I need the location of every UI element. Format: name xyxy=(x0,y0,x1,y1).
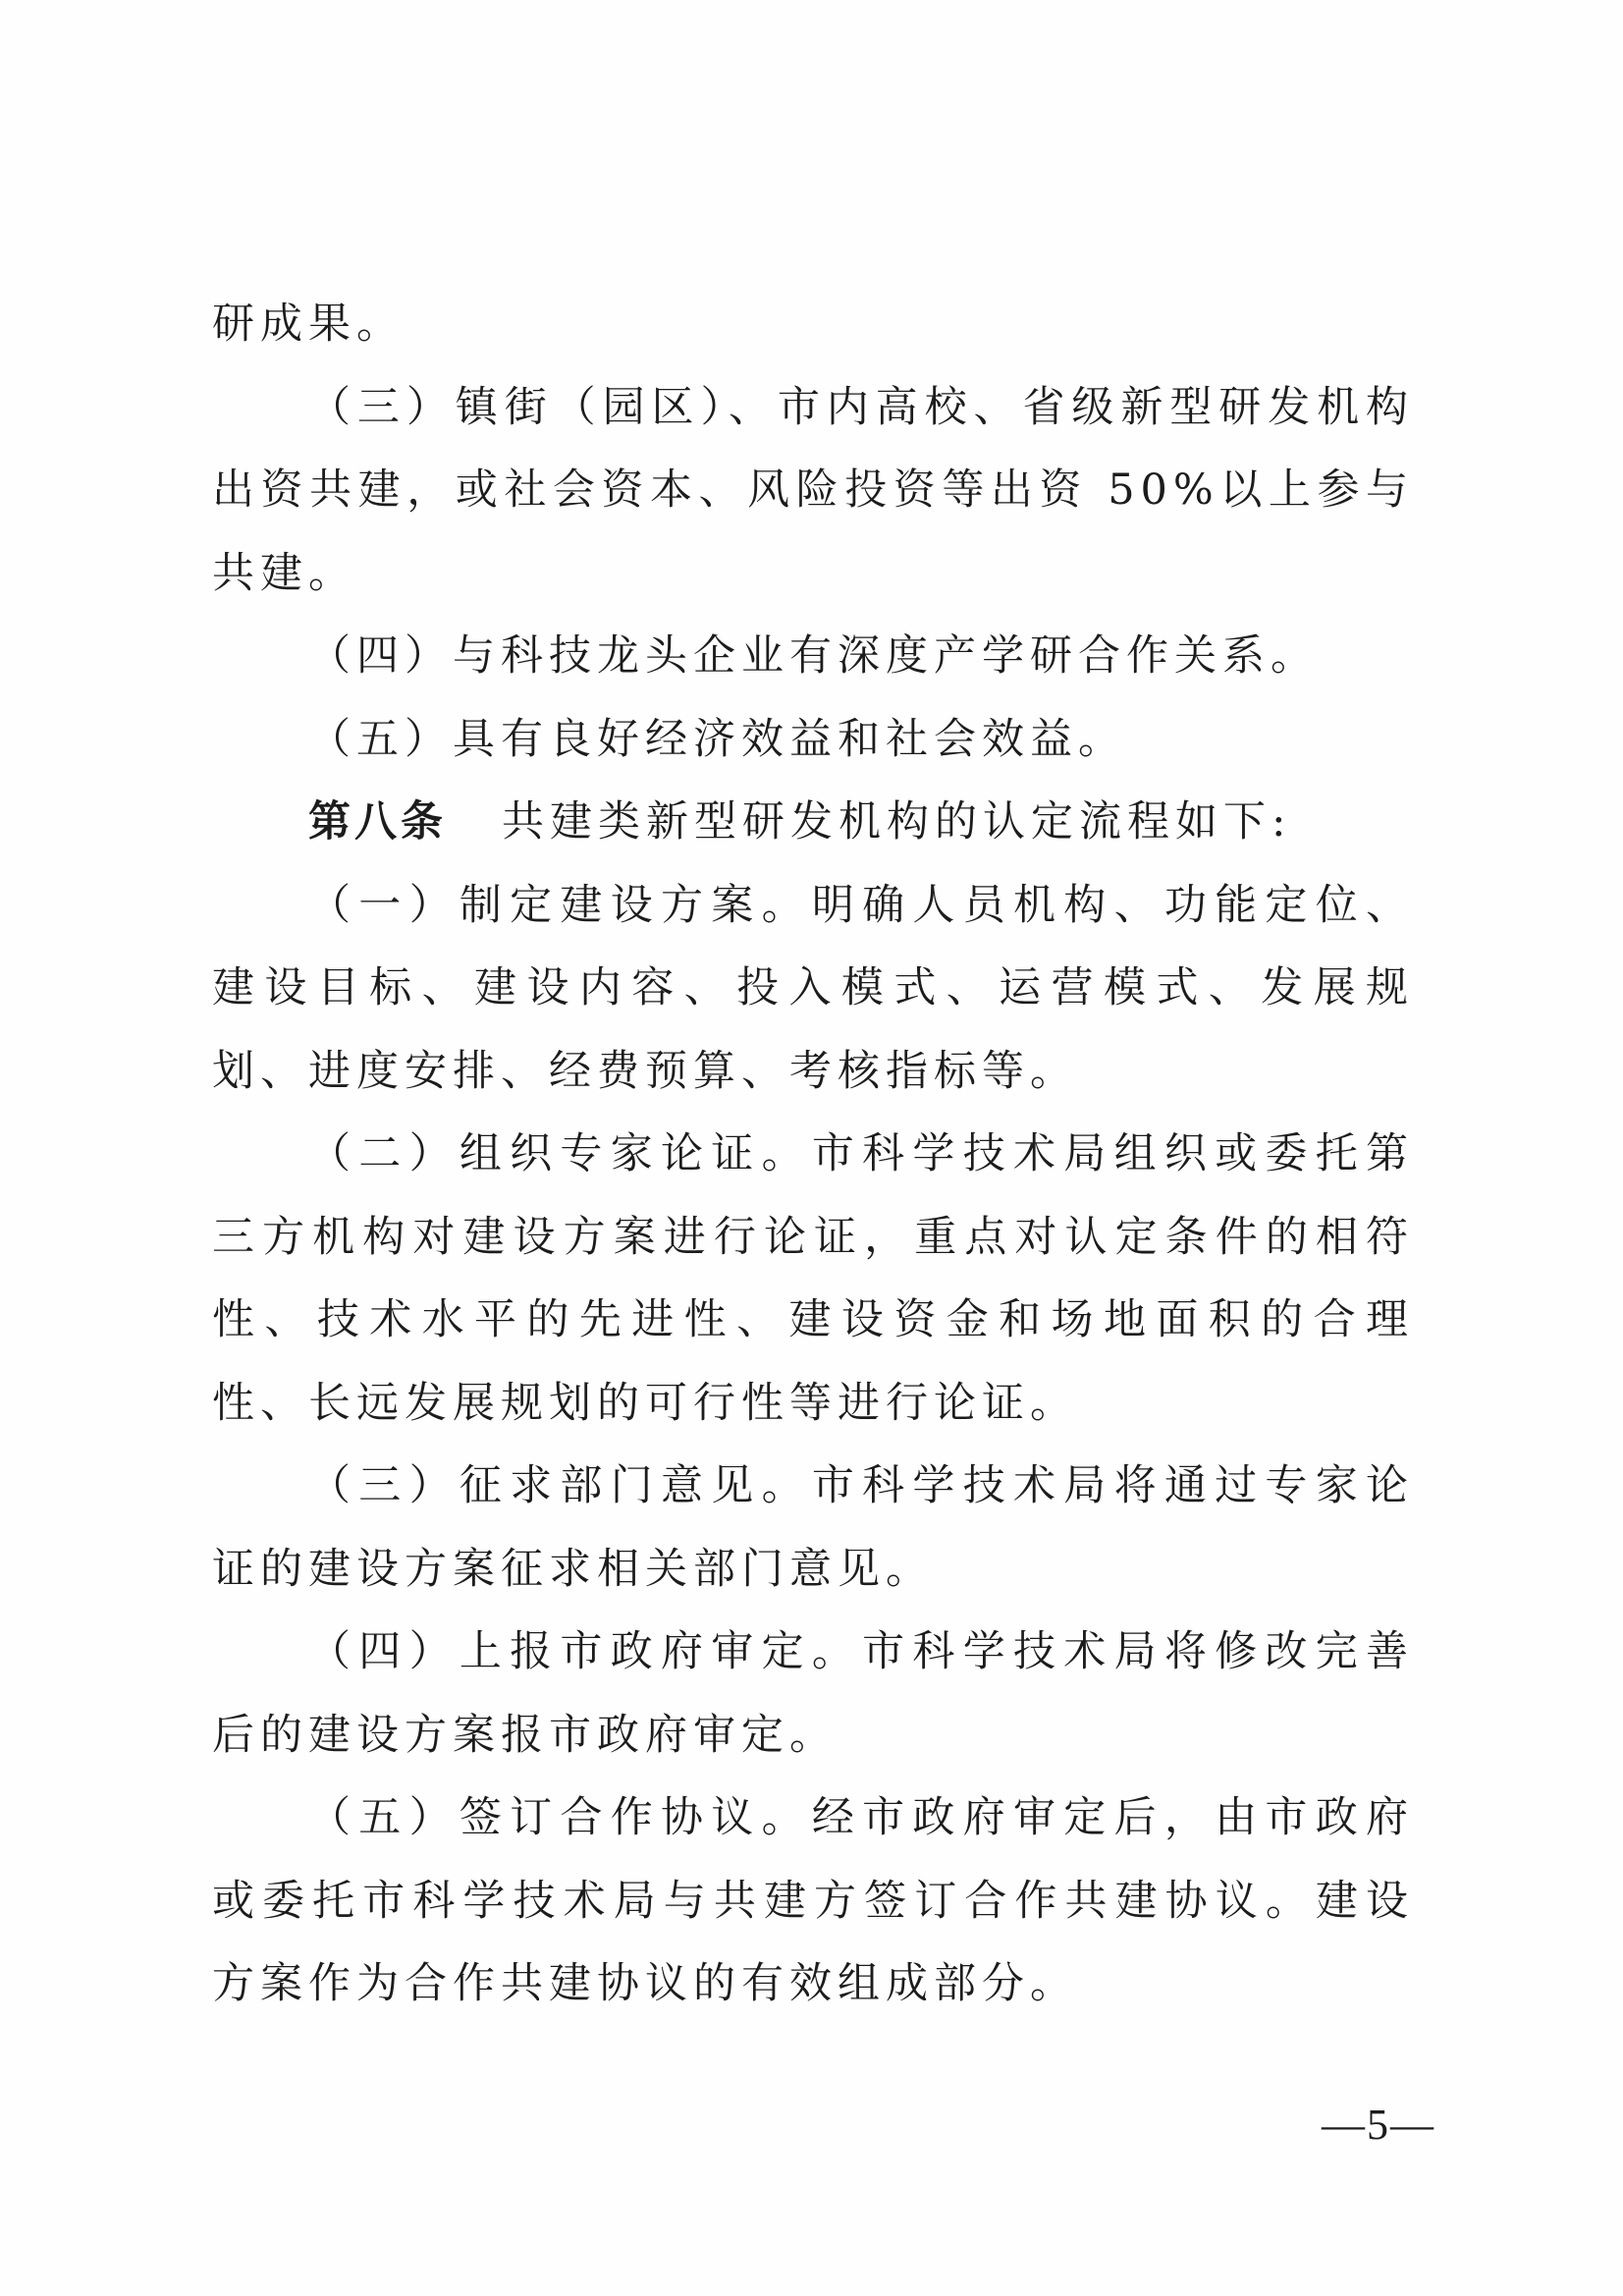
paragraph-text: （四）与科技龙头企业有深度产学研合作关系。 xyxy=(308,631,1319,681)
step-three xyxy=(212,1445,1414,1611)
step-four xyxy=(212,1611,1414,1777)
step-two xyxy=(212,1113,1414,1445)
paragraph-item-4 xyxy=(212,615,1414,698)
paragraph-continuation xyxy=(212,283,1414,366)
article-label: 第八条 xyxy=(308,797,447,847)
paragraph-text: （四）上报市政府审定。市科学技术局将修改完善后的建设方案报市政府审定。 xyxy=(212,1627,1414,1760)
page-number: —5— xyxy=(1322,2101,1435,2149)
step-five xyxy=(212,1777,1414,2026)
paragraph-text: （一）制定建设方案。明确人员机构、功能定位、建设目标、建设内容、投入模式、运营模式、发展规划、进度安排、经费预算、考核指标等。 xyxy=(212,880,1414,1096)
paragraph-item-3 xyxy=(212,366,1414,616)
document-body xyxy=(212,283,1414,2026)
step-one xyxy=(212,864,1414,1114)
paragraph-text: 共建类新型研发机构的认定流程如下: xyxy=(502,797,1292,847)
paragraph-text: （三）征求部门意见。市科学技术局将通过专家论证的建设方案征求相关部门意见。 xyxy=(212,1461,1414,1594)
paragraph-item-5 xyxy=(212,698,1414,782)
paragraph-text: （二）组织专家论证。市科学技术局组织或委托第三方机构对建设方案进行论证，重点对认定条件的相符性、技术水平的先进性、建设资金和场地面积的合理性、长远发展规划的可行性等进行论证。 xyxy=(212,1129,1414,1428)
paragraph-text: （三）镇街（园区）、市内高校、省级新型研发机构出资共建，或社会资本、风险投资等出资 50%以上参与共建。 xyxy=(212,382,1414,598)
paragraph-text: （五）具有良好经济效益和社会效益。 xyxy=(308,714,1126,764)
article-eight xyxy=(212,781,1414,864)
paragraph-text: （五）签订合作协议。经市政府审定后，由市政府或委托市科学技术局与共建方签订合作共建协议。建设方案作为合作共建协议的有效组成部分。 xyxy=(212,1793,1414,2008)
paragraph-text: 研成果。 xyxy=(212,300,405,349)
